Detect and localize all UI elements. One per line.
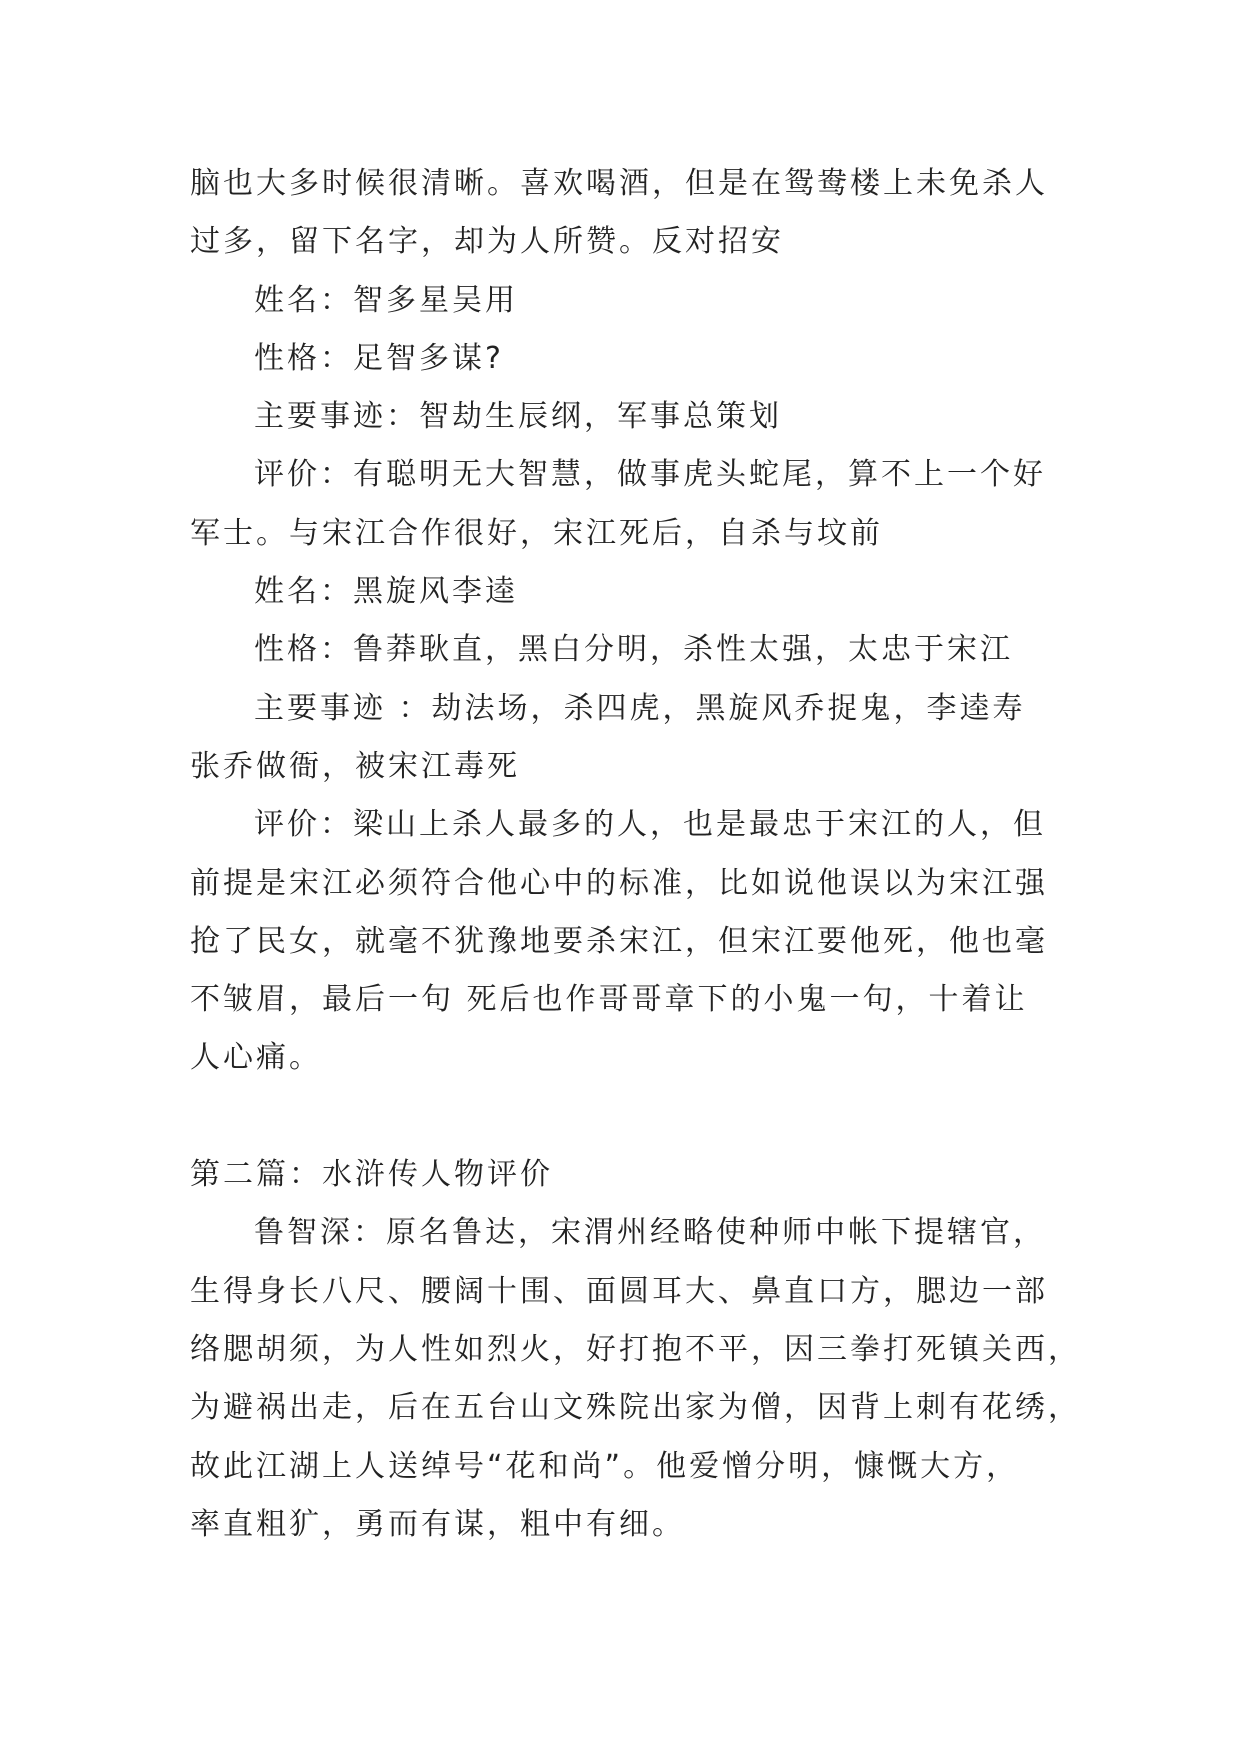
section-heading: 第二篇：水浒传人物评价 xyxy=(190,1157,553,1193)
paragraph-line: 率直粗犷，勇而有谋，粗中有细。 xyxy=(190,1506,685,1542)
section-gap xyxy=(190,1088,1060,1146)
paragraph-line-lu-zhishen: 鲁智深：原名鲁达，宋渭州经略使种师中帐下提辖官， xyxy=(254,1215,1046,1251)
field-evaluation-wu-yong: 评价：有聪明无大智慧，做事虎头蛇尾，算不上一个好 xyxy=(254,457,1046,493)
paragraph-line: 故此江湖上人送绰号“花和尚”。他爱憎分明，慷慨大方， xyxy=(190,1448,1020,1484)
paragraph-line: 络腮胡须，为人性如烈火，好打抱不平，因三拳打死镇关西， xyxy=(190,1331,1081,1367)
paragraph-line: 前提是宋江必须符合他心中的标准，比如说他误以为宋江强 xyxy=(190,865,1048,901)
paragraph-line: 抢了民女，就毫不犹豫地要杀宋江，但宋江要他死，他也毫 xyxy=(190,923,1048,959)
paragraph-line: 生得身长八尺、腰阔十围、面圆耳大、鼻直口方，腮边一部 xyxy=(190,1273,1048,1309)
paragraph-line: 不皱眉，最后一句 死后也作哥哥章下的小鬼一句，十着让 xyxy=(190,982,1028,1018)
paragraph-line: 张乔做衙，被宋江毒死 xyxy=(190,748,520,784)
paragraph-line: 人心痛。 xyxy=(190,1040,322,1076)
paragraph-line: 脑也大多时候很清晰。喜欢喝酒，但是在鸳鸯楼上未免杀人 xyxy=(190,166,1048,201)
paragraph-line: 军士。与宋江合作很好，宋江死后，自杀与坟前 xyxy=(190,515,883,551)
paragraph-line: 为避祸出走，后在五台山文殊院出家为僧，因背上刺有花绣， xyxy=(190,1390,1081,1426)
document-body xyxy=(190,155,1081,1554)
paragraph-line: 过多，留下名字，却为人所赞。反对招安 xyxy=(190,224,784,260)
field-personality-li-kui: 性格：鲁莽耿直，黑白分明，杀性太强，太忠于宋江 xyxy=(254,632,1013,668)
field-deeds-li-kui: 主要事迹 ：劫法场，杀四虎，黑旋风乔捉鬼，李逵寿 xyxy=(254,690,1026,726)
field-name-li-kui: 姓名：黑旋风李逵 xyxy=(254,574,518,610)
field-evaluation-li-kui: 评价：梁山上杀人最多的人，也是最忠于宋江的人，但 xyxy=(254,807,1046,843)
field-name-wu-yong: 姓名：智多星吴用 xyxy=(254,282,518,318)
field-deeds-wu-yong: 主要事迹：智劫生辰纲，军事总策划 xyxy=(254,399,782,435)
field-personality-wu-yong: 性格：足智多谋? xyxy=(254,340,504,376)
